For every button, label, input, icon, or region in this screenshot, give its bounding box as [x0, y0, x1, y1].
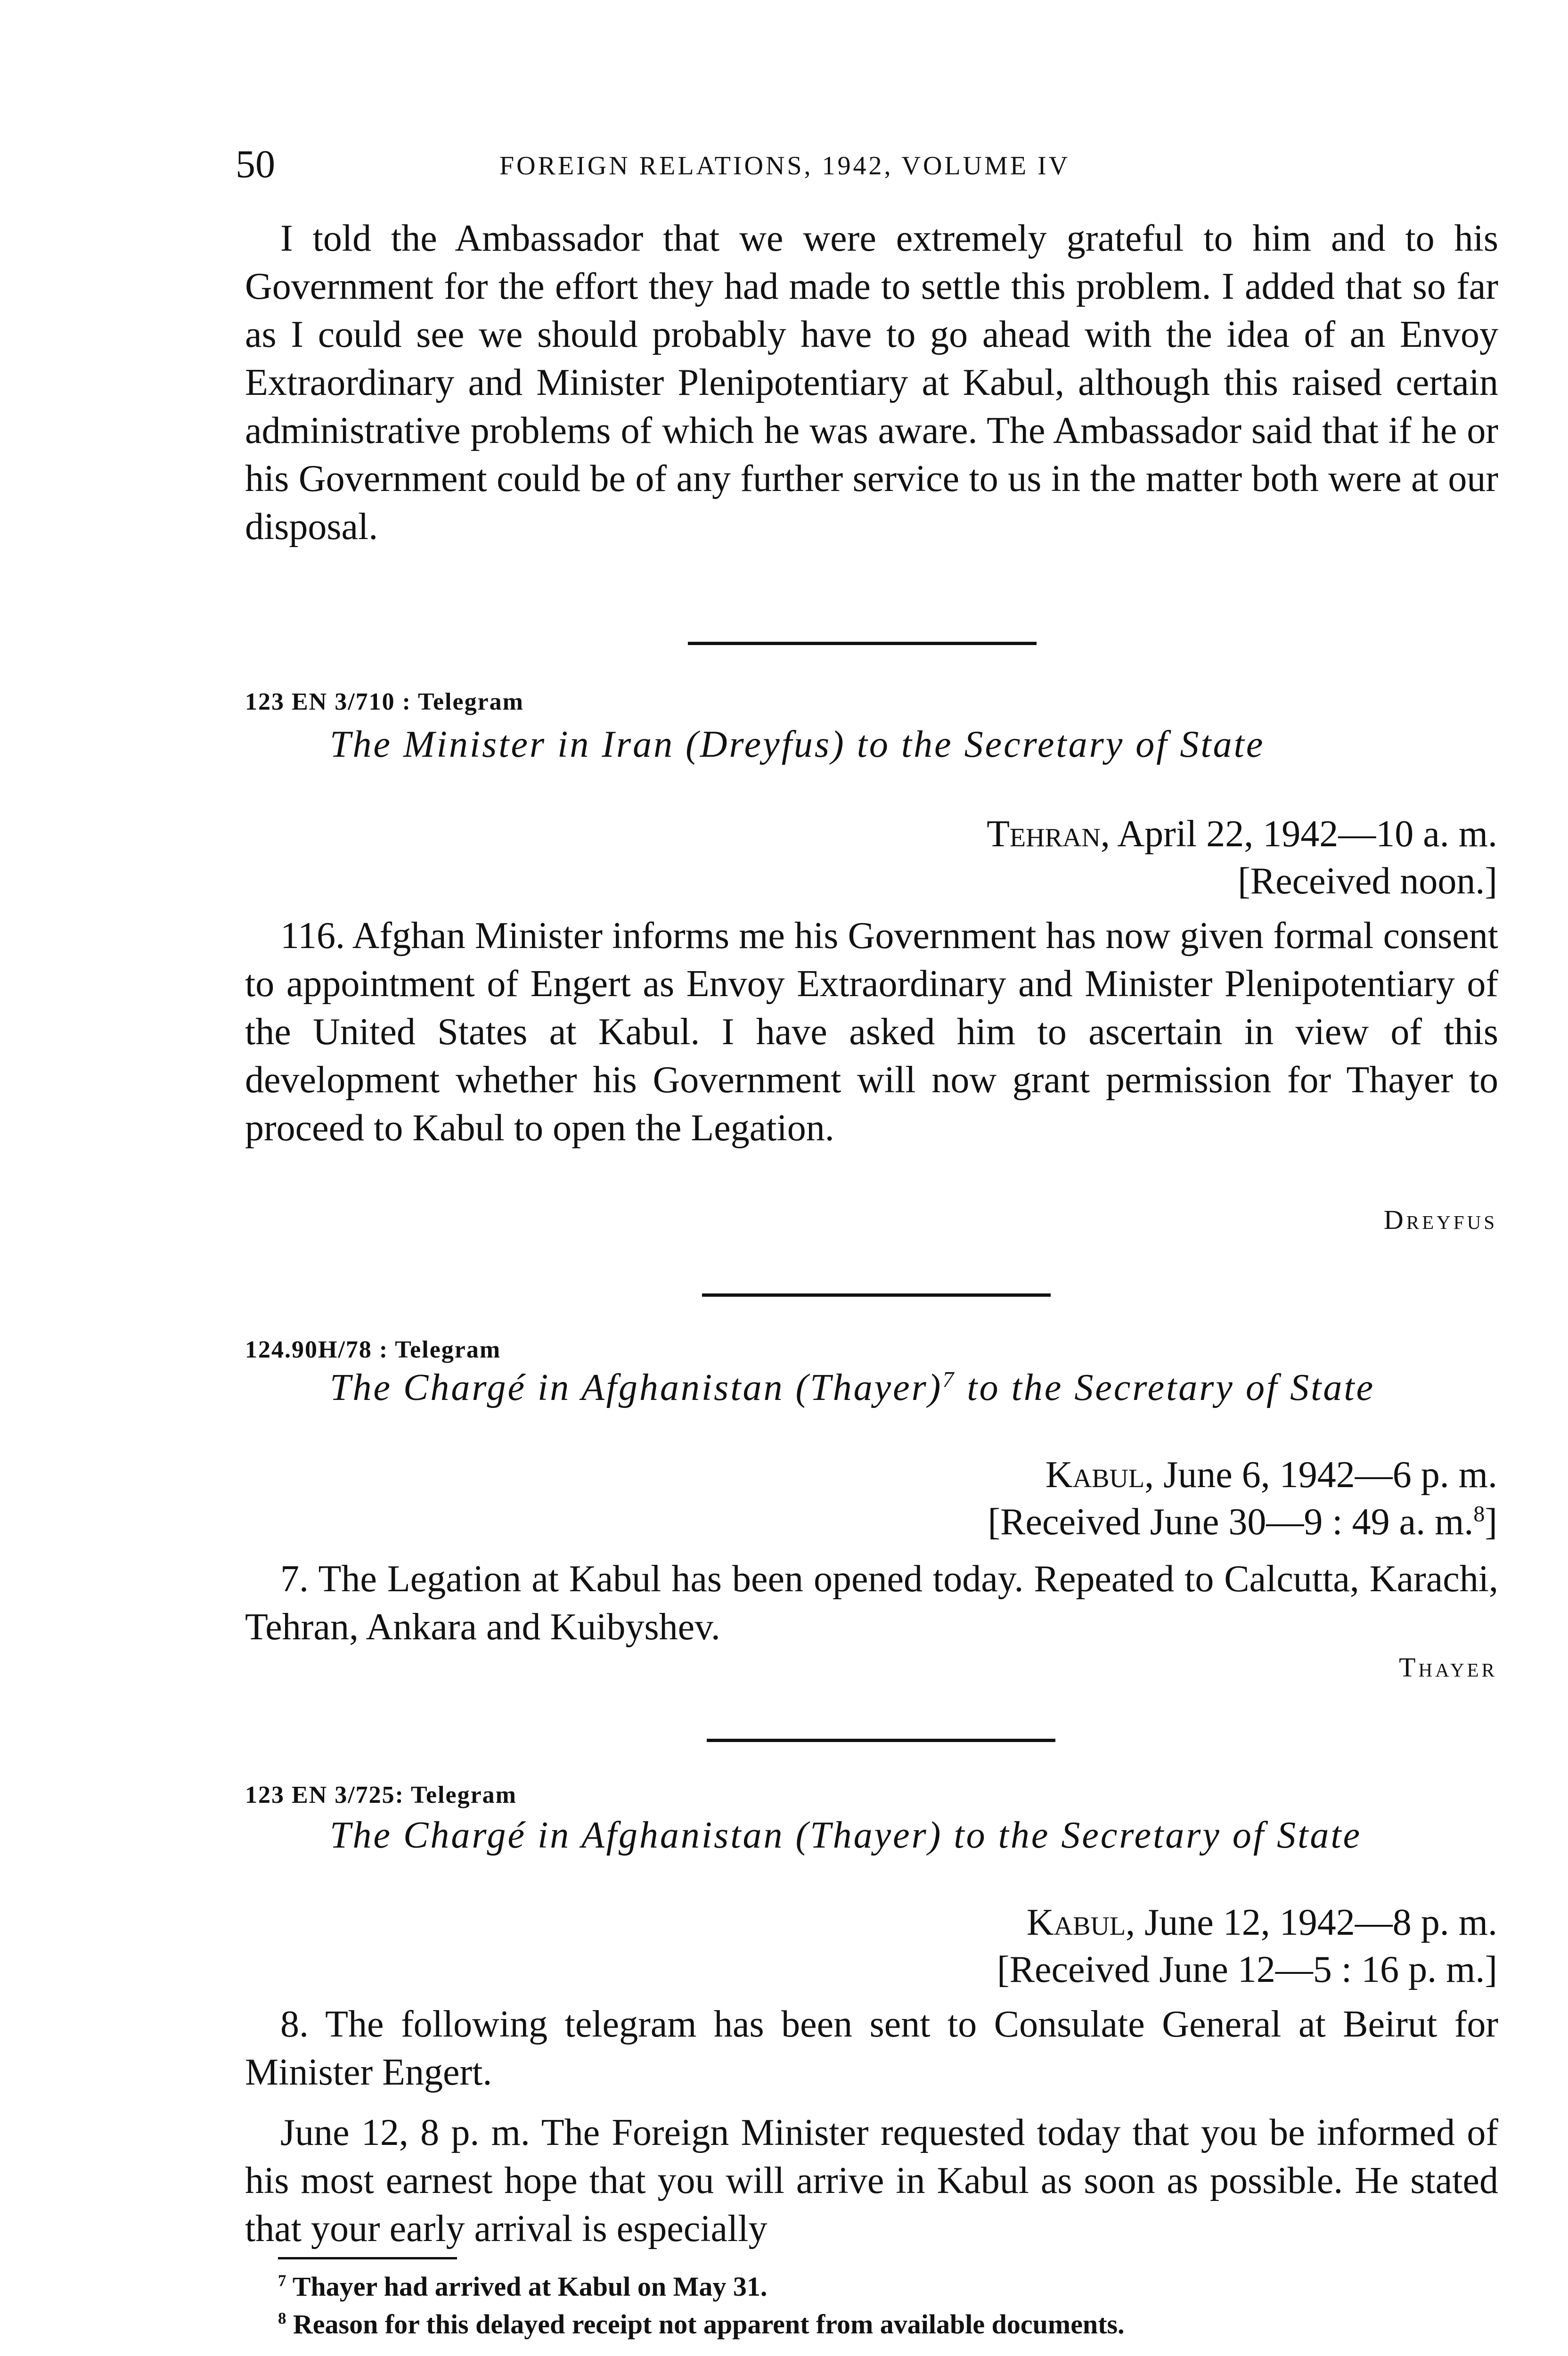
dateline-place: Kabul — [1045, 1454, 1145, 1496]
footnote-ref: 8 — [1473, 1501, 1485, 1527]
footnote — [278, 2307, 1125, 2342]
running-head: FOREIGN RELATIONS, 1942, VOLUME IV — [499, 151, 1070, 180]
received-note — [988, 1498, 1498, 1546]
footnote — [278, 2269, 767, 2305]
section-divider — [688, 642, 1037, 645]
intro-paragraph: I told the Ambassador that we were extremely grateful to him and to his Government for the effort they had made to settle this problem. I added that so far as I could see we should probably have to go ahead with the idea of an Envoy Extraordinary and Minister Plenipotentiary at Kabul, although this raised certain administrative problems of which he was aware. The Ambassador said that if he or his Government could be of any further service to us in the matter both were at our disposal. — [245, 218, 1498, 548]
dateline — [987, 810, 1497, 905]
file-reference: 123 EN 3/725: Telegram — [245, 1782, 517, 1808]
signature: Dreyfus — [1383, 1204, 1497, 1235]
dateline-place: Tehran — [987, 813, 1101, 855]
telegram-body: 8. The following telegram has been sent to Consulate General at Beirut for Minister Engert. — [245, 2004, 1498, 2093]
footnote-mark: 7 — [278, 2271, 286, 2290]
section-divider — [702, 1293, 1051, 1297]
telegram-body: 7. The Legation at Kabul has been opened today. Repeated to Calcutta, Karachi, Tehran, Ankara and Kuibyshev. — [245, 1558, 1498, 1648]
dateline-date: , June 12, 1942—8 p. m. — [1126, 1902, 1497, 1943]
dateline-date: , April 22, 1942—10 a. m. — [1100, 813, 1497, 855]
dateline — [997, 1899, 1497, 1993]
document-title: The Minister in Iran (Dreyfus) to the Secretary of State — [330, 724, 1265, 765]
dateline-place-date — [987, 810, 1497, 858]
footnote-ref: 7 — [942, 1367, 956, 1392]
footnote-mark: 8 — [278, 2309, 286, 2328]
file-reference: 124.90H/78 : Telegram — [245, 1336, 501, 1363]
document-title — [330, 1366, 1375, 1409]
title-text: The Chargé in Afghanistan (Thayer) — [330, 1367, 943, 1408]
dateline-place-date — [988, 1451, 1498, 1498]
file-reference: 123 EN 3/710 : Telegram — [245, 688, 524, 715]
dateline — [988, 1451, 1498, 1546]
telegram-body-continued: June 12, 8 p. m. The Foreign Minister requested today that you be informed of his most earnest hope that you will arrive in Kabul as soon as possible. He stated that your early arrival is especially — [245, 2112, 1498, 2250]
received-text: [Received June 30—9 : 49 a. m. — [988, 1501, 1474, 1543]
dateline-date: , June 6, 1942—6 p. m. — [1144, 1454, 1497, 1496]
received-note: [Received noon.] — [1238, 860, 1497, 902]
title-text-end: to the Secretary of State — [956, 1367, 1375, 1408]
document-title: The Chargé in Afghanistan (Thayer) to the Secretary of State — [330, 1815, 1362, 1856]
section-divider — [707, 1739, 1055, 1742]
dateline-place: Kabul — [1026, 1902, 1126, 1943]
footnote-rule — [278, 2257, 457, 2259]
footnote-text: Thayer had arrived at Kabul on May 31. — [286, 2271, 768, 2302]
page-header — [236, 141, 1310, 188]
dateline-place-date — [997, 1899, 1497, 1946]
signature: Thayer — [1399, 1652, 1497, 1683]
page-number: 50 — [236, 142, 275, 186]
received-note: [Received June 12—5 : 16 p. m.] — [997, 1949, 1497, 1990]
received-close: ] — [1485, 1501, 1497, 1543]
telegram-body: 116. Afghan Minister informs me his Government has now given formal consent to appointment of Engert as Envoy Extraordinary and Minister Plenipotentiary of the United States at Kabul. I have asked him to ascertain in view of this development whether his Government will now grant permission for Thayer to proceed to Kabul to open the Legation. — [245, 915, 1498, 1149]
footnote-text: Reason for this delayed receipt not apparent from available documents. — [286, 2309, 1125, 2340]
